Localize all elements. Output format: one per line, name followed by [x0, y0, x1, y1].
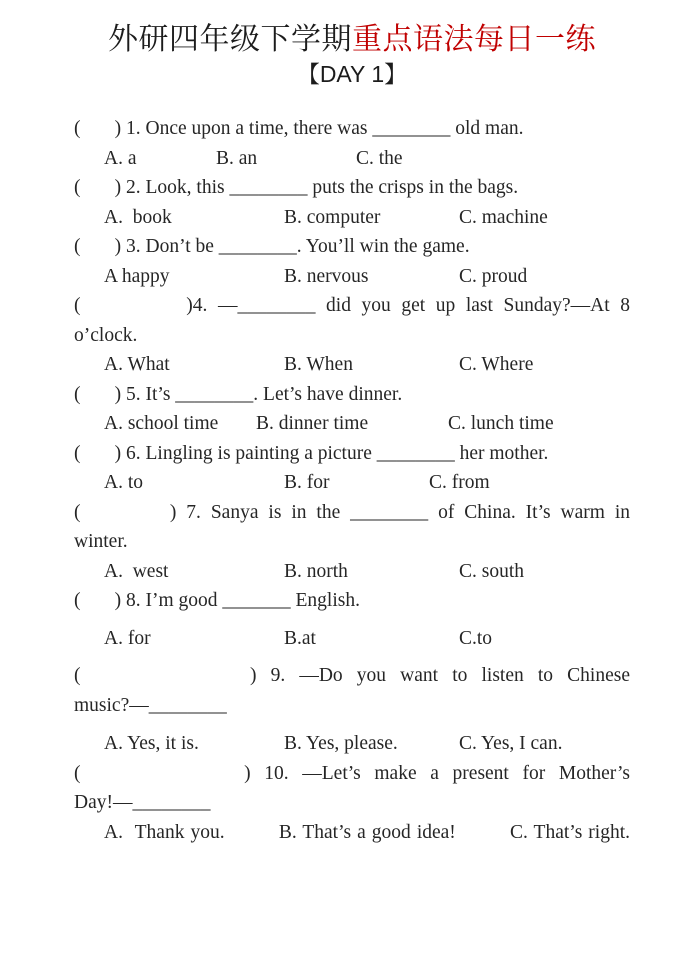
question-prompt: [74, 173, 630, 203]
question-prompt: [74, 439, 630, 469]
question-list: [74, 114, 630, 847]
question-options: [74, 144, 630, 174]
question-item: [74, 291, 630, 380]
question-prompt: [74, 232, 630, 262]
question-prompt: [74, 586, 630, 616]
title-highlight: 重点语法每日一练: [352, 23, 596, 56]
page-title: [74, 22, 630, 58]
question-item: [74, 232, 630, 291]
prompt-line: ( ) 1. Once upon a time, there was ________ old man.: [74, 118, 524, 139]
option-c: C. the: [356, 147, 403, 169]
prompt-line: o’clock.: [74, 324, 138, 346]
option-a: A. a: [104, 147, 137, 169]
question-options: [74, 624, 630, 654]
question-item: [74, 759, 630, 848]
option-a: A. for: [104, 627, 151, 649]
option-c: C. That’s right.: [510, 821, 631, 843]
question-item: [74, 173, 630, 232]
option-b: B. for: [284, 472, 330, 493]
option-c: C. Yes, I can.: [459, 733, 563, 754]
question-item: [74, 380, 630, 439]
prompt-line: Day!—________: [74, 792, 211, 813]
question-options: [74, 818, 630, 848]
option-b: B. When: [284, 354, 353, 375]
question-prompt: [74, 380, 630, 410]
option-b: B. That’s a good idea!: [278, 821, 456, 843]
question-item: [74, 586, 630, 653]
option-b: B. an: [216, 147, 258, 169]
question-options: [74, 350, 630, 380]
title-text: 外研四年级下学期: [108, 23, 352, 56]
question-prompt: [74, 114, 630, 144]
option-b: B. computer: [284, 206, 381, 228]
prompt-line: music?—________: [74, 694, 227, 716]
prompt-line: ( ) 5. It’s ________. Let’s have dinner.: [74, 383, 403, 405]
question-prompt: [74, 291, 630, 350]
question-options: [74, 468, 630, 498]
option-b: B. nervous: [284, 265, 369, 287]
question-item: [74, 498, 630, 587]
day-subtitle: 【DAY 1】: [296, 61, 408, 87]
option-c: C. south: [459, 560, 525, 582]
question-options: [74, 203, 630, 233]
question-prompt: [74, 498, 630, 557]
question-item: [74, 661, 630, 759]
prompt-line: ( ) 10. —Let’s make a present for Mother’s: [74, 762, 630, 784]
option-a: A. What: [104, 354, 170, 375]
prompt-line: ( ) 2. Look, this ________ puts the crisps in the bags.: [74, 177, 519, 198]
prompt-line: ( ) 7. Sanya is in the ________ of China. It’s warm in: [74, 501, 630, 523]
option-b: B.at: [284, 627, 316, 649]
option-c: C. proud: [459, 265, 528, 287]
prompt-line: ( ) 3. Don’t be ________. You’ll win the game.: [74, 236, 470, 257]
question-item: [74, 114, 630, 173]
option-b: B. north: [284, 560, 348, 582]
option-c: C. lunch time: [448, 413, 554, 434]
option-c: C.to: [459, 627, 493, 649]
option-c: C. from: [429, 472, 490, 493]
option-b: B. Yes, please.: [284, 733, 398, 754]
question-prompt: [74, 661, 630, 720]
question-options: [74, 557, 630, 587]
question-prompt: [74, 759, 630, 818]
prompt-line: ( ) 9. —Do you want to listen to Chinese: [74, 665, 630, 686]
question-options: [74, 729, 630, 759]
option-a: A happy: [104, 265, 170, 287]
option-a: A. school time: [104, 413, 219, 434]
prompt-line: ( )4. —________ did you get up last Sunday?—At 8: [74, 295, 630, 316]
prompt-line: ( ) 6. Lingling is painting a picture ________ her mother.: [74, 442, 549, 464]
question-options: [74, 409, 630, 439]
question-item: [74, 439, 630, 498]
option-c: C. machine: [459, 206, 548, 228]
option-a: A. Yes, it is.: [104, 733, 199, 754]
option-a: A. Thank you.: [104, 821, 225, 843]
prompt-line: ( ) 8. I’m good _______ English.: [74, 590, 360, 611]
option-a: A. book: [104, 206, 172, 228]
option-a: A. west: [104, 560, 169, 582]
option-c: C. Where: [459, 354, 534, 375]
question-options: [74, 262, 630, 292]
option-b: B. dinner time: [256, 413, 369, 434]
prompt-line: winter.: [74, 531, 128, 552]
option-a: A. to: [104, 472, 143, 493]
